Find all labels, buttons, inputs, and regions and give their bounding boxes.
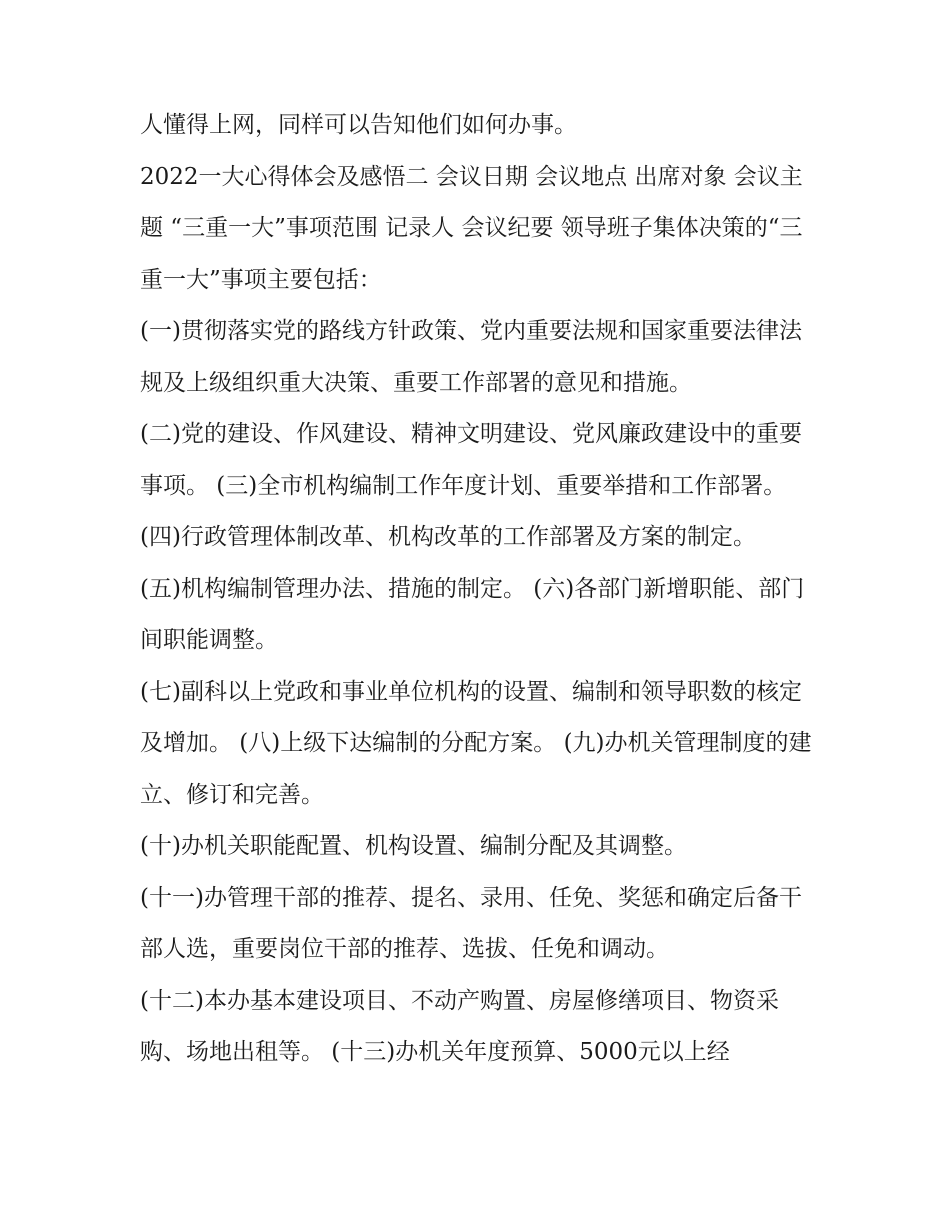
paragraph-meeting-header: 2022一大心得体会及感悟二 会议日期 会议地点 出席对象 会议主题 “三重一大”事项范围 记录人 会议纪要 领导班子集体决策的“三重一大”事项主要包括： <box>140 163 803 293</box>
paragraph-item-12-13: (十二)本办基本建设项目、不动产购置、房屋修缮项目、物资采购、场地出租等。 (十三)办机关年度预算、5000元以上经 <box>140 987 779 1065</box>
paragraph-item-1: (一)贯彻落实党的路线方针政策、党内重要法规和国家重要法律法规及上级组织重大决策、重要工作部署的意见和措施。 <box>140 318 802 396</box>
paragraph-item-5-6: (五)机构编制管理办法、措施的制定。 (六)各部门新增职能、部门间职能调整。 <box>140 575 805 653</box>
paragraph-item-4: (四)行政管理体制改革、机构改革的工作部署及方案的制定。 <box>140 524 756 550</box>
paragraph-item-10: (十)办机关职能配置、机构设置、编制分配及其调整。 <box>140 833 687 859</box>
paragraph-item-7-9: (七)副科以上党政和事业单位机构的设置、编制和领导职数的核定及增加。 (八)上级下达编制的分配方案。 (九)办机关管理制度的建立、修订和完善。 <box>140 678 812 808</box>
document-body <box>140 100 820 1079</box>
paragraph-item-11: (十一)办管理干部的推荐、提名、录用、任免、奖惩和确定后备干部人选，重要岗位干部的推荐、选拔、任免和调动。 <box>140 884 802 962</box>
paragraph-item-2-3: (二)党的建设、作风建设、精神文明建设、党风廉政建设中的重要事项。 (三)全市机构编制工作年度计划、重要举措和工作部署。 <box>140 421 802 499</box>
paragraph-intro-continuation: 人懂得上网，同样可以告知他们如何办事。 <box>140 112 577 138</box>
